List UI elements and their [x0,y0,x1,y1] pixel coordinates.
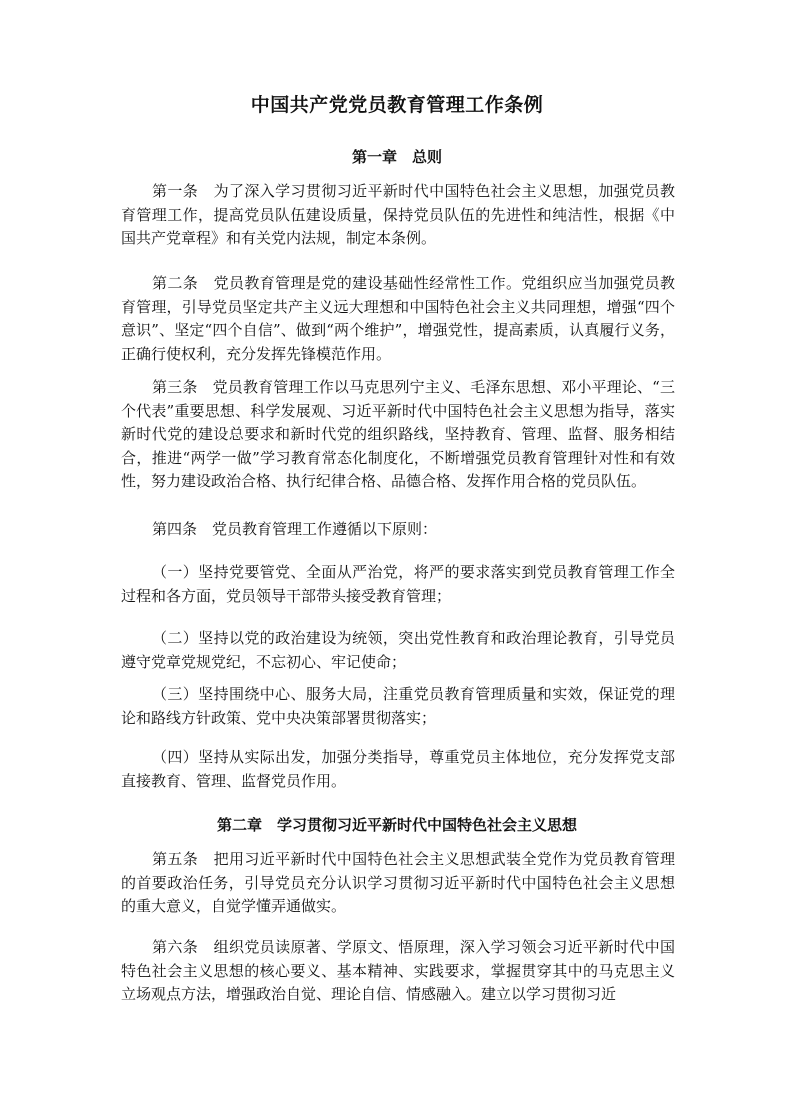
principle-3: （三）坚持围绕中心、服务大局，注重党员教育管理质量和实效，保证党的理论和路线方针政策、党中央决策部署贯彻落实； [121,685,675,727]
chapter-2-heading: 第二章 学习贯彻习近平新时代中国特色社会主义思想 [216,816,577,834]
principle-4: （四）坚持从实际出发，加强分类指导，尊重党员主体地位，充分发挥党支部直接教育、管理、监督党员作用。 [121,748,675,790]
article-4: 第四条 党员教育管理工作遵循以下原则： [152,520,438,538]
article-1: 第一条 为了深入学习贯彻习近平新时代中国特色社会主义思想，加强党员教育管理工作，提高党员队伍建设质量，保持党员队伍的先进性和纯洁性，根据《中国共产党章程》和有关党内法规，制定本条例。 [121,182,675,247]
article-5: 第五条 把用习近平新时代中国特色社会主义思想武装全党作为党员教育管理的首要政治任务，引导党员充分认识学习贯彻习近平新时代中国特色社会主义思想的重大意义，自觉学懂弄通做实。 [121,850,675,915]
chapter-1-heading: 第一章 总则 [351,148,442,166]
article-3: 第三条 党员教育管理工作以马克思列宁主义、毛泽东思想、邓小平理论、“三个代表”重要思想、科学发展观、习近平新时代中国特色社会主义思想为指导，落实新时代党的建设总要求和新时代党的组织路线，坚持教育、管理、监督、服务相结合，推进“两学一做”学习教育常态化制度化，不断增强党员教育管理针对性和有效性，努力建设政治合格、执行纪律合格、品德合格、发挥作用合格的党员队伍。 [121,378,675,490]
article-2: 第二条 党员教育管理是党的建设基础性经常性工作。党组织应当加强党员教育管理，引导党员坚定共产主义远大理想和中国特色社会主义共同理想，增强“四个意识”、坚定“四个自信”、做到“两个维护”，增强党性，提高素质，认真履行义务，正确行使权利，充分发挥先锋模范作用。 [121,274,675,363]
principle-1: （一）坚持党要管党、全面从严治党，将严的要求落实到党员教育管理工作全过程和各方面，党员领导干部带头接受教育管理； [121,563,675,605]
article-6: 第六条 组织党员读原著、学原文、悟原理，深入学习领会习近平新时代中国特色社会主义思想的核心要义、基本精神、实践要求，掌握贯穿其中的马克思主义立场观点方法，增强政治自觉、理论自信、情感融入。建立以学习贯彻习近 [121,938,675,1003]
principle-2: （二）坚持以党的政治建设为统领，突出党性教育和政治理论教育，引导党员遵守党章党规党纪，不忘初心、牢记使命； [121,629,675,671]
document-title: 中国共产党党员教育管理工作条例 [250,94,544,116]
